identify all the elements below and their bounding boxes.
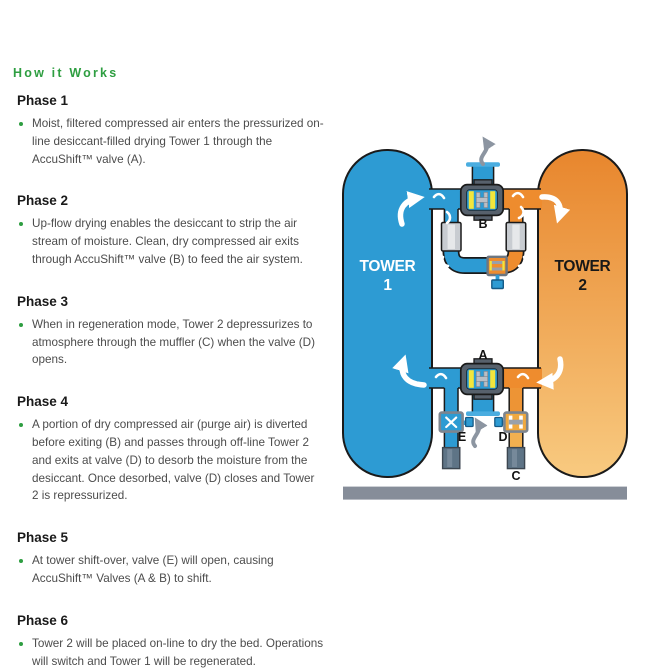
ground-line <box>343 487 627 500</box>
bullet-dot-icon <box>19 323 23 327</box>
inlet-pipe-tower2 <box>500 368 542 388</box>
phase-bullet-text: A portion of dry compressed air (purge air) is diverted before exiting (B) and passes through off-line Tower 2 and exits at valve (D) to desorb the moisture from the desiccant. Once desorbed, valve (D) closes and Tower 2 is repressurized. <box>32 418 315 503</box>
valve-b-label: B <box>478 217 488 231</box>
valve-e-label: E <box>457 430 467 444</box>
phase-heading: Phase 2 <box>17 193 69 209</box>
phase-3 <box>13 294 331 369</box>
valve-a-label: A <box>478 348 488 362</box>
muffler-c-label: C <box>511 469 521 483</box>
phase-bullet <box>19 215 324 268</box>
pilot-sensor-nub <box>492 280 504 289</box>
valve-b <box>461 180 503 220</box>
phase-heading: Phase 3 <box>17 293 69 309</box>
page-title: How it Works <box>13 66 119 80</box>
phase-heading: Phase 4 <box>17 394 69 410</box>
check-valve-right <box>506 223 526 252</box>
pilot-nub-e <box>466 418 474 427</box>
bullet-dot-icon <box>19 423 23 427</box>
bullet-dot-icon <box>19 122 23 126</box>
valve-a <box>461 359 503 399</box>
tower-1-label-number: 1 <box>383 277 392 294</box>
muffler-left <box>443 448 460 469</box>
valve-d-label: D <box>498 430 508 444</box>
phase-bullet-text: Tower 2 will be placed on-line to dry the bed. Operations will switch and Tower 1 will be regenerated. <box>32 636 324 668</box>
phase-bullet-text: Up-flow drying enables the desiccant to strip the air stream of moisture. Clean, dry compressed air exits through AccuShift™ valve (B) to feed the air system. <box>32 217 303 266</box>
phase-bullet <box>19 416 324 505</box>
tower-2-label <box>538 257 627 295</box>
exhaust-arrow-icon <box>481 141 487 164</box>
phase-bullet <box>19 316 324 369</box>
phase-heading: Phase 6 <box>17 612 69 628</box>
valve-d <box>495 413 527 432</box>
phase-heading: Phase 1 <box>17 93 69 108</box>
phase-5 <box>13 530 331 588</box>
tower-1-label <box>343 257 432 295</box>
purge-exhaust-arrow-icon <box>473 422 479 446</box>
phase-bullet <box>19 635 324 670</box>
phase-4 <box>13 394 331 505</box>
how-it-works-section <box>13 66 331 670</box>
tower-1-label-word: TOWER <box>359 258 416 275</box>
phase-2 <box>13 193 331 268</box>
tower-2-label-word: TOWER <box>554 258 611 275</box>
phase-heading: Phase 5 <box>17 530 69 546</box>
phase-bullet-text: At tower shift-over, valve (E) will open, causing AccuShift™ Valves (A & B) to shift. <box>32 554 274 585</box>
phase-6 <box>13 613 331 670</box>
phase-bullet-text: Moist, filtered compressed air enters the pressurized on-line desiccant-filled drying Tower 1 through the AccuShift™ valve (A). <box>32 117 324 166</box>
phase-bullet <box>19 552 324 588</box>
muffler-c <box>507 448 524 469</box>
bullet-dot-icon <box>19 642 23 646</box>
outlet-pipe-tower1 <box>428 189 465 209</box>
tower-2-label-number: 2 <box>578 277 587 294</box>
phase-bullet-text: When in regeneration mode, Tower 2 depressurizes to atmosphere through the muffler (C) when the valve (D) opens. <box>32 317 316 367</box>
dryer-diagram <box>330 128 650 510</box>
inlet-flange-bottom <box>466 411 500 416</box>
check-valve-left <box>442 223 462 252</box>
bullet-dot-icon <box>19 222 23 226</box>
bullet-dot-icon <box>19 559 23 563</box>
purge-orifice-valve <box>488 257 507 289</box>
phase-bullet <box>19 115 324 168</box>
phase-1 <box>13 93 331 168</box>
pilot-nub-d <box>495 418 503 427</box>
